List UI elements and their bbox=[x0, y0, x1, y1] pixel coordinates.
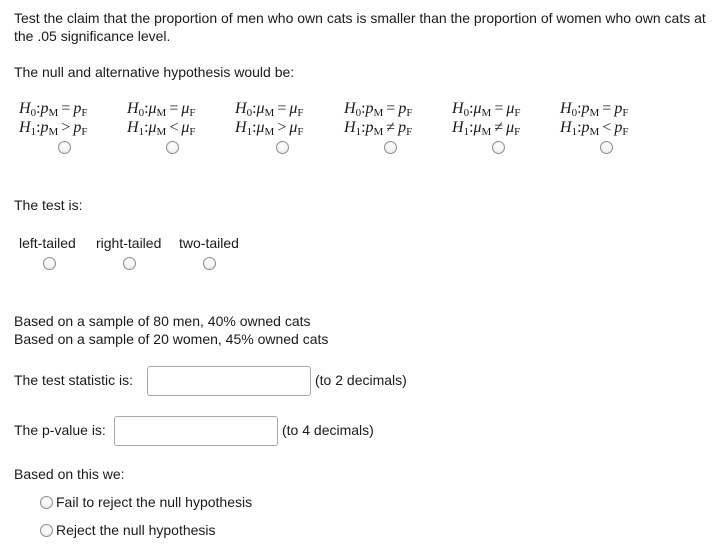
param-left: μ bbox=[473, 119, 482, 136]
colon: : bbox=[577, 119, 582, 136]
param-left-subscript: M bbox=[48, 107, 59, 119]
param-right: μ bbox=[181, 119, 190, 136]
conclusion-option-fail-to-reject[interactable] bbox=[40, 494, 252, 510]
param-left: μ bbox=[148, 119, 157, 136]
colon: : bbox=[469, 119, 474, 136]
hyp-symbol: H bbox=[452, 119, 464, 136]
colon: : bbox=[144, 119, 149, 136]
param-right: p bbox=[614, 100, 623, 117]
tail-label-left: left-tailed bbox=[19, 235, 76, 251]
param-right: μ bbox=[289, 119, 298, 136]
param-right-subscript: F bbox=[189, 126, 196, 138]
hyp-subscript: 1 bbox=[30, 126, 37, 138]
param-right: p bbox=[398, 119, 407, 136]
conclusion-radio-reject[interactable] bbox=[40, 524, 53, 537]
param-left-subscript: M bbox=[264, 126, 275, 138]
hyp-subscript: 0 bbox=[571, 107, 578, 119]
param-left-subscript: M bbox=[373, 107, 384, 119]
param-right: μ bbox=[289, 100, 298, 117]
conclusion-option-reject[interactable] bbox=[40, 522, 216, 538]
param-right-subscript: F bbox=[297, 107, 304, 119]
param-right: p bbox=[398, 100, 407, 117]
conclusion-label-reject: Reject the null hypothesis bbox=[56, 522, 216, 538]
conclusion-prompt: Based on this we: bbox=[14, 466, 125, 482]
hypothesis-radio-3[interactable] bbox=[276, 141, 289, 154]
param-left-subscript: M bbox=[589, 107, 600, 119]
null-hypothesis-expression bbox=[127, 100, 196, 118]
colon: : bbox=[36, 100, 41, 117]
param-left-subscript: M bbox=[156, 107, 167, 119]
colon: : bbox=[252, 119, 257, 136]
hyp-symbol: H bbox=[344, 100, 356, 117]
hyp-symbol: H bbox=[452, 100, 464, 117]
param-right-subscript: F bbox=[622, 126, 629, 138]
param-left-subscript: M bbox=[481, 107, 492, 119]
hypothesis-radio-5[interactable] bbox=[492, 141, 505, 154]
hyp-subscript: 1 bbox=[138, 126, 145, 138]
colon: : bbox=[577, 100, 582, 117]
hyp-subscript: 1 bbox=[246, 126, 253, 138]
colon: : bbox=[361, 100, 366, 117]
null-hypothesis-expression bbox=[235, 100, 304, 118]
alt-hypothesis-expression bbox=[452, 119, 520, 137]
param-left: μ bbox=[256, 119, 265, 136]
relation-operator: = bbox=[386, 100, 396, 117]
colon: : bbox=[469, 100, 474, 117]
test-statistic-label: The test statistic is: bbox=[14, 372, 134, 388]
param-left: μ bbox=[256, 100, 265, 117]
hyp-symbol: H bbox=[560, 100, 572, 117]
param-left: p bbox=[40, 100, 49, 117]
hyp-symbol: H bbox=[127, 100, 139, 117]
relation-operator: ≠ bbox=[494, 119, 504, 136]
param-left: p bbox=[581, 100, 590, 117]
hyp-symbol: H bbox=[560, 119, 572, 136]
relation-operator: = bbox=[169, 100, 179, 117]
alt-hypothesis-expression bbox=[344, 119, 412, 137]
param-right-subscript: F bbox=[514, 126, 521, 138]
param-right: μ bbox=[506, 119, 515, 136]
hyp-subscript: 1 bbox=[463, 126, 470, 138]
param-left: μ bbox=[473, 100, 482, 117]
param-right: μ bbox=[181, 100, 190, 117]
hypothesis-radio-6[interactable] bbox=[600, 141, 613, 154]
relation-operator: > bbox=[61, 119, 71, 136]
colon: : bbox=[252, 100, 257, 117]
param-right: p bbox=[73, 100, 82, 117]
relation-operator: = bbox=[277, 100, 287, 117]
param-right-subscript: F bbox=[81, 107, 88, 119]
hypothesis-radio-4[interactable] bbox=[384, 141, 397, 154]
hyp-subscript: 0 bbox=[463, 107, 470, 119]
param-left: p bbox=[365, 100, 374, 117]
param-left-subscript: M bbox=[589, 126, 600, 138]
param-right: μ bbox=[506, 100, 515, 117]
hypothesis-radio-2[interactable] bbox=[166, 141, 179, 154]
test-statistic-input[interactable] bbox=[147, 366, 311, 396]
null-hypothesis-expression bbox=[19, 100, 87, 118]
sample-women-text: Based on a sample of 20 women, 45% owned cats bbox=[14, 331, 329, 347]
param-right-subscript: F bbox=[189, 107, 196, 119]
hyp-symbol: H bbox=[235, 119, 247, 136]
p-value-input[interactable] bbox=[114, 416, 278, 446]
hyp-subscript: 0 bbox=[355, 107, 362, 119]
test-statistic-hint: (to 2 decimals) bbox=[315, 372, 407, 388]
sample-men-text: Based on a sample of 80 men, 40% owned cats bbox=[14, 313, 311, 329]
param-left-subscript: M bbox=[481, 126, 492, 138]
param-right-subscript: F bbox=[622, 107, 629, 119]
hyp-subscript: 1 bbox=[355, 126, 362, 138]
hyp-symbol: H bbox=[127, 119, 139, 136]
relation-operator: = bbox=[61, 100, 71, 117]
hyp-symbol: H bbox=[235, 100, 247, 117]
param-left-subscript: M bbox=[156, 126, 167, 138]
relation-operator: = bbox=[494, 100, 504, 117]
hypothesis-prompt: The null and alternative hypothesis would be: bbox=[14, 64, 295, 80]
hyp-subscript: 0 bbox=[30, 107, 37, 119]
relation-operator: < bbox=[169, 119, 179, 136]
hyp-symbol: H bbox=[344, 119, 356, 136]
p-value-hint: (to 4 decimals) bbox=[282, 422, 374, 438]
param-left-subscript: M bbox=[373, 126, 384, 138]
param-left: p bbox=[581, 119, 590, 136]
tail-radio-two-tailed[interactable] bbox=[203, 257, 216, 270]
param-left: p bbox=[40, 119, 49, 136]
param-left-subscript: M bbox=[264, 107, 275, 119]
relation-operator: < bbox=[602, 119, 612, 136]
param-right-subscript: F bbox=[406, 126, 413, 138]
colon: : bbox=[36, 119, 41, 136]
relation-operator: ≠ bbox=[386, 119, 396, 136]
colon: : bbox=[144, 100, 149, 117]
test-prompt: The test is: bbox=[14, 197, 83, 213]
null-hypothesis-expression bbox=[344, 100, 412, 118]
relation-operator: = bbox=[602, 100, 612, 117]
hyp-symbol: H bbox=[19, 119, 31, 136]
p-value-label: The p-value is: bbox=[14, 422, 106, 438]
tail-label-right: right-tailed bbox=[96, 235, 162, 251]
alt-hypothesis-expression bbox=[19, 119, 87, 137]
colon: : bbox=[361, 119, 366, 136]
hyp-subscript: 0 bbox=[246, 107, 253, 119]
alt-hypothesis-expression bbox=[127, 119, 196, 137]
alt-hypothesis-expression bbox=[560, 119, 628, 137]
param-left: μ bbox=[148, 100, 157, 117]
null-hypothesis-expression bbox=[560, 100, 628, 118]
conclusion-label-fail-to-reject: Fail to reject the null hypothesis bbox=[56, 494, 253, 510]
hyp-subscript: 1 bbox=[571, 126, 578, 138]
hyp-subscript: 0 bbox=[138, 107, 145, 119]
param-right: p bbox=[614, 119, 623, 136]
param-right-subscript: F bbox=[514, 107, 521, 119]
tail-label-two: two-tailed bbox=[179, 235, 239, 251]
param-right-subscript: F bbox=[297, 126, 304, 138]
tail-radio-right-tailed[interactable] bbox=[123, 257, 136, 270]
claim-text: Test the claim that the proportion of men who own cats is smaller than the proportion of women who own cats at the .05 significance level. bbox=[14, 10, 706, 44]
param-right-subscript: F bbox=[81, 126, 88, 138]
param-right-subscript: F bbox=[406, 107, 413, 119]
conclusion-radio-fail-to-reject[interactable] bbox=[40, 496, 53, 509]
param-right: p bbox=[73, 119, 82, 136]
hyp-symbol: H bbox=[19, 100, 31, 117]
param-left-subscript: M bbox=[48, 126, 59, 138]
tail-radio-left-tailed[interactable] bbox=[43, 257, 56, 270]
null-hypothesis-expression bbox=[452, 100, 521, 118]
relation-operator: > bbox=[277, 119, 287, 136]
alt-hypothesis-expression bbox=[235, 119, 304, 137]
hypothesis-radio-1[interactable] bbox=[58, 141, 71, 154]
param-left: p bbox=[365, 119, 374, 136]
